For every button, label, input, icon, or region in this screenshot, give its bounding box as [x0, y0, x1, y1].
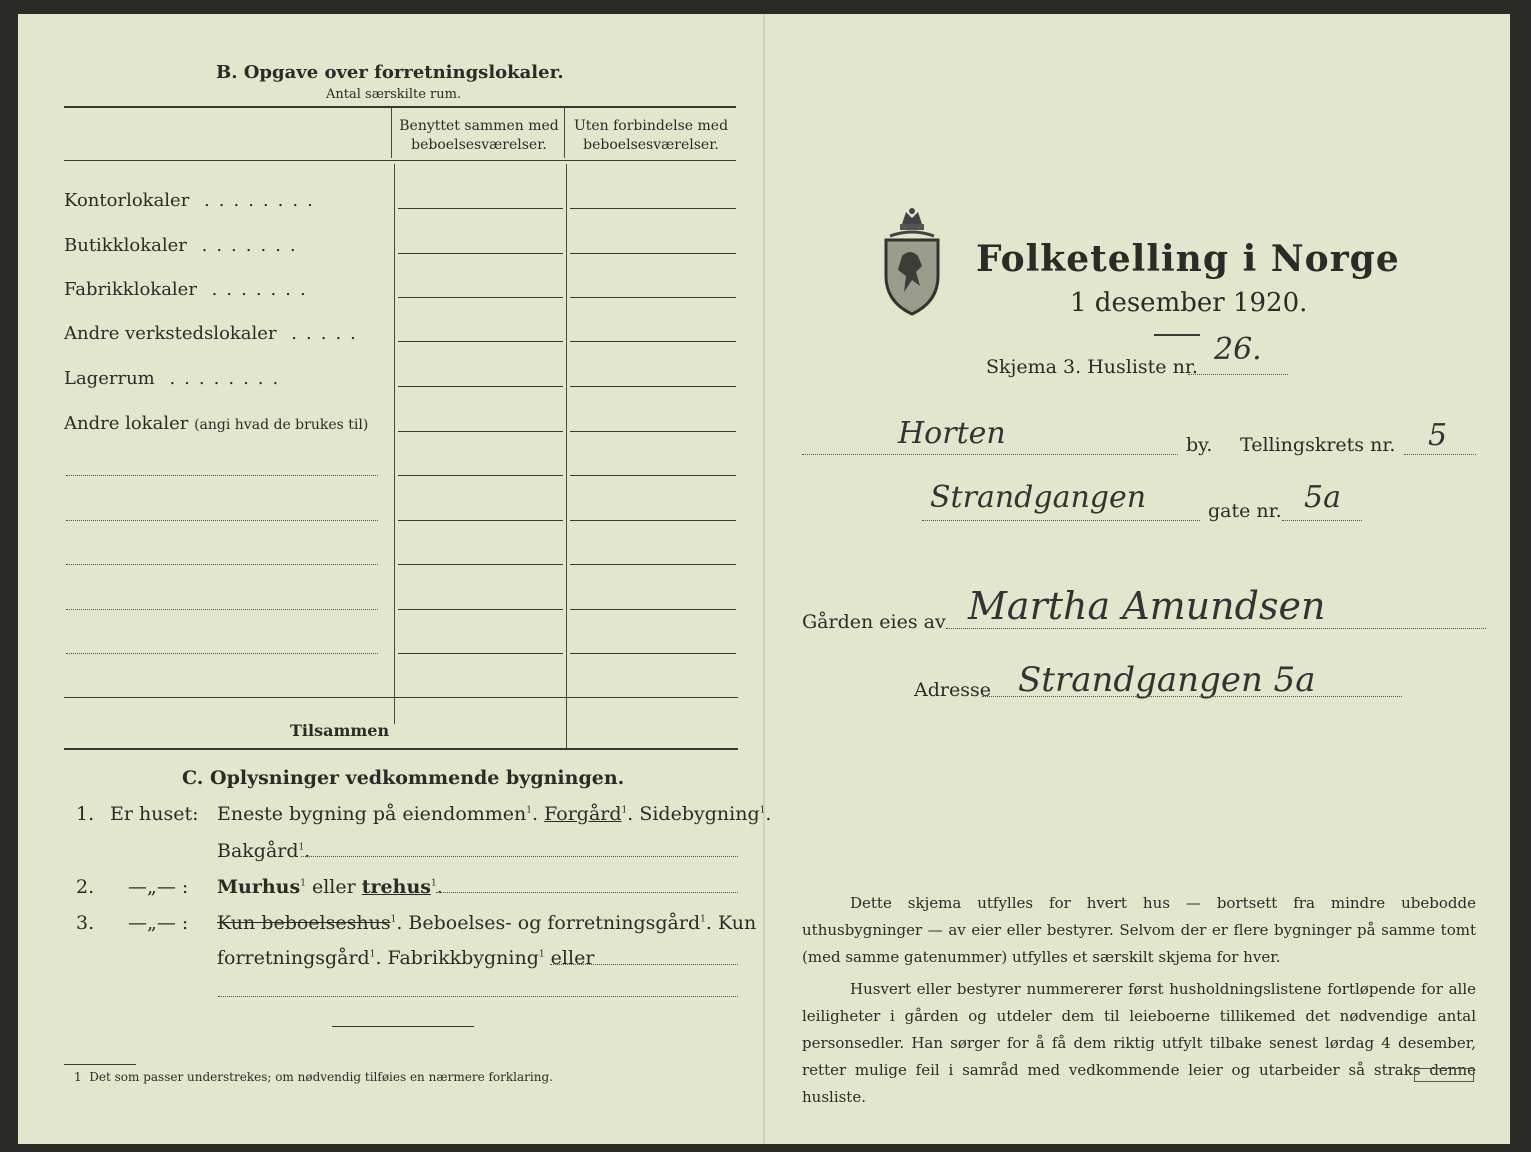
street-line: [922, 520, 1200, 521]
q1-forgard-underlined: Forgård: [544, 803, 622, 825]
table-top-rule: [64, 106, 736, 108]
footnote-rule: [64, 1064, 136, 1065]
q1-number: 1.: [76, 803, 95, 825]
q3-crossed-out: Kun beboelseshus: [217, 912, 391, 934]
row-lagerrum: Lagerrum ........: [64, 368, 288, 389]
cell-line: [398, 564, 563, 565]
coat-of-arms-icon: [880, 206, 944, 318]
row-andre-lokaler: Andre lokaler (angi hvad de brukes til): [64, 413, 369, 434]
cell-line: [398, 297, 563, 298]
q2-trehus-underlined: trehus: [361, 876, 431, 898]
husliste-number: 26.: [1214, 332, 1262, 367]
section-c-title: C. Oplysninger vedkommende bygningen.: [182, 767, 625, 789]
q2-lead: —„— :: [128, 876, 189, 898]
schema-label: Skjema 3. Husliste nr.: [986, 356, 1198, 378]
cell-line: [398, 653, 563, 654]
form-date: 1 desember 1920.: [1070, 288, 1308, 318]
instructions-paragraph-2: Husvert eller bestyrer nummererer først husholdningslistene fortløpende for alle leiligheter i gården og utdeler dem til leieboerne tillikemed det nødvendige antal personsedler. Han sørger for å få dem riktig utfylt tilbake senest lørdag 4 desember, retter mulige feil i samråd med vedkommende leier og utarbeider så straks denne husliste.: [802, 980, 1476, 1106]
cell-line: [570, 431, 736, 432]
cell-line: [570, 520, 736, 521]
col-divider-2: [566, 164, 567, 749]
q1-lead: Er huset:: [110, 803, 199, 825]
closing-rule: [332, 1026, 474, 1027]
q2-options: Murhus$^1$ eller trehus$^1$.: [217, 876, 443, 898]
col1-header-line1: Benyttet sammen med: [399, 118, 559, 134]
cell-line: [398, 431, 563, 432]
blank-line: [66, 609, 378, 610]
q2-number: 2.: [76, 876, 95, 898]
other-note: (angi hvad de brukes til): [194, 417, 369, 433]
blank-line: [66, 653, 378, 654]
krets-line: [1404, 454, 1476, 455]
footnote: 1 Det som passer understrekes; om nødvendig tilføies en nærmere forklaring.: [74, 1070, 553, 1084]
q1-options: Eneste bygning på eiendommen$^1$. Forgård$^1$. Sidebygning$^1$.: [217, 803, 772, 825]
krets-value: 5: [1428, 418, 1448, 453]
owner-label: Gården eies av: [802, 611, 946, 633]
col-divider-1: [394, 164, 395, 724]
cell-line: [398, 253, 563, 254]
cell-line: [398, 341, 563, 342]
cell-line: [570, 297, 736, 298]
cell-line: [398, 386, 563, 387]
col2-header-line2: beboelsesværelser.: [583, 137, 719, 153]
cell-line: [570, 208, 736, 209]
total-label: Tilsammen: [290, 721, 390, 740]
form-title: Folketelling i Norge: [976, 238, 1400, 280]
q3-options: Kun beboelseshus$^1$. Beboelses- og forretningsgård$^1$. Kun: [217, 912, 757, 934]
instructions-paragraph-1: Dette skjema utfylles for hvert hus — bortsett fra mindre ubebodde uthusbygninger — av eier eller bestyrer. Selvom der er flere bygninger på samme tomt (med samme gatenummer) utfylles et særskilt skjema for hver.: [802, 894, 1476, 966]
blank-line: [66, 520, 378, 521]
q3-lead: —„— :: [128, 912, 189, 934]
form-page: [18, 14, 1510, 1144]
address-line: [982, 696, 1402, 697]
gate-line: [1282, 520, 1362, 521]
cell-line: [570, 653, 736, 654]
krets-label: Tellingskrets nr.: [1240, 434, 1396, 456]
owner-value: Martha Amundsen: [968, 584, 1326, 628]
address-value: Strandgangen 5a: [1018, 660, 1316, 700]
cell-line: [398, 208, 563, 209]
cell-line: [570, 609, 736, 610]
col-divider-1-head: [391, 108, 392, 158]
cell-line: [570, 564, 736, 565]
q2-blank-line: [436, 892, 738, 893]
town-line: [802, 454, 1178, 455]
header-bottom-rule: [64, 160, 736, 161]
cell-line: [570, 253, 736, 254]
gate-label: gate nr.: [1208, 500, 1282, 522]
owner-line: [946, 628, 1486, 629]
section-b-title: B. Opgave over forretningslokaler.: [216, 62, 564, 83]
printer-stamp: [1414, 1068, 1474, 1082]
row-kontorlokaler: Kontorlokaler ........: [64, 190, 322, 211]
q1-blank-line: [301, 856, 738, 857]
page-fold: [763, 14, 765, 1144]
cell-line: [398, 609, 563, 610]
col2-header-line1: Uten forbindelse med: [573, 118, 729, 134]
blank-line: [66, 564, 378, 565]
q3-blank-line: [550, 964, 738, 965]
cell-line: [570, 386, 736, 387]
q3-options-2: forretningsgård$^1$. Fabrikkbygning$^1$ eller: [217, 947, 595, 969]
gate-value: 5a: [1304, 480, 1341, 515]
q1-bakgard: Bakgård$^1$.: [217, 840, 311, 862]
town-label: by.: [1186, 434, 1213, 456]
col-divider-2-head: [564, 108, 565, 158]
address-label: Adresse: [914, 679, 991, 701]
table-bottom-rule: [64, 748, 738, 750]
cell-line: [398, 475, 563, 476]
row-fabrikklokaler: Fabrikklokaler .......: [64, 279, 315, 300]
date-rule: [1154, 334, 1200, 336]
husliste-line: [1188, 374, 1288, 375]
row-butikklokaler: Butikklokaler .......: [64, 235, 305, 256]
q3-blank-line-2: [218, 996, 738, 997]
street-value: Strandgangen: [930, 480, 1147, 515]
total-top-rule: [64, 697, 738, 698]
blank-line: [66, 475, 378, 476]
col1-header-line2: beboelsesværelser.: [411, 137, 547, 153]
town-value: Horten: [898, 416, 1006, 451]
cell-line: [398, 520, 563, 521]
q3-number: 3.: [76, 912, 95, 934]
cell-line: [570, 341, 736, 342]
section-b-subtitle: Antal særskilte rum.: [326, 87, 462, 102]
row-andre-verkstedslokaler: Andre verkstedslokaler .....: [64, 323, 365, 344]
cell-line: [570, 475, 736, 476]
